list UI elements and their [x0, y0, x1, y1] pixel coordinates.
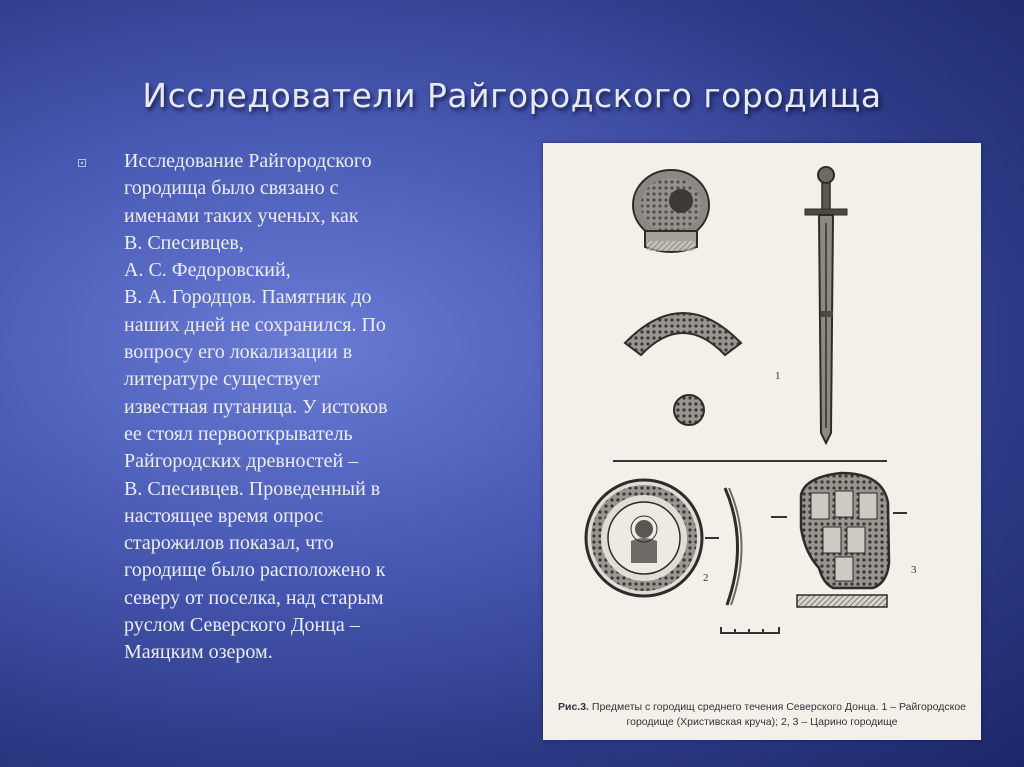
figure-label-3: 3	[911, 564, 917, 576]
text-line: В. Спесивцев,	[124, 231, 244, 254]
artifacts-figure	[543, 143, 981, 740]
text-line: литературе существует	[124, 368, 321, 391]
crescent-artifact	[625, 313, 741, 355]
body-text	[78, 148, 478, 667]
text-line: руслом Северского Донца –	[124, 614, 360, 637]
text-line: А. С. Федоровский,	[124, 259, 291, 282]
text-line: вопросу его локализации в	[124, 341, 353, 364]
text-line: именами таких ученых, как	[124, 204, 359, 227]
text-line: ее стоял первооткрыватель	[124, 422, 353, 445]
text-line: Маяцким озером.	[124, 641, 273, 664]
caption-ref: Рис.3.	[558, 701, 589, 713]
text-line: наших дней не сохранился. По	[124, 313, 386, 336]
scale-bar	[721, 627, 779, 633]
profile-artifact	[705, 488, 742, 605]
bead-artifact	[674, 395, 704, 425]
text-line: В. А. Городцов. Памятник до	[124, 286, 372, 309]
text-line: Райгородских древностей –	[124, 450, 359, 473]
text-line: известная путаница. У истоков	[124, 395, 388, 418]
slide-title: Исследователи Райгородского городища	[142, 76, 882, 115]
medallion-artifact	[586, 480, 702, 596]
paragraph	[78, 148, 478, 667]
icon-plate-artifact	[771, 473, 907, 607]
bullet-icon	[78, 159, 86, 167]
text-line: Исследование Райгородского	[124, 150, 372, 172]
text-line: городища было связано с	[124, 177, 339, 200]
figure-caption	[543, 700, 981, 730]
figure-label-2: 2	[703, 572, 709, 584]
figure-label-1: 1	[775, 370, 781, 382]
text-line: городище было расположено к	[124, 559, 386, 582]
sword-artifact	[805, 167, 847, 443]
artifacts-drawing	[543, 143, 981, 740]
text-line: настоящее время опрос	[124, 504, 324, 527]
text-line: старожилов показал, что	[124, 532, 334, 555]
pommel-artifact	[633, 170, 709, 252]
caption-line-2: городище (Христивская круча); 2, 3 – Царино городище	[626, 716, 898, 728]
text-line: северу от поселка, над старым	[124, 586, 384, 609]
caption-line-1: Предметы с городищ среднего течения Северского Донца. 1 – Райгородское	[591, 701, 966, 713]
text-line: В. Спесивцев. Проведенный в	[124, 477, 381, 500]
